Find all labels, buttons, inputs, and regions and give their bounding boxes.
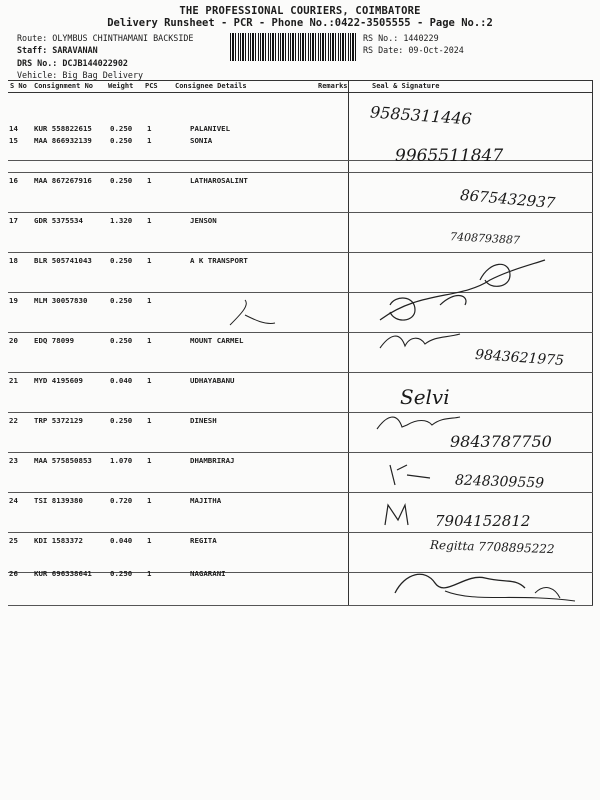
row-sno: 26	[9, 569, 18, 578]
col-weight: Weight	[108, 82, 134, 90]
row-sno: 16	[9, 176, 18, 185]
row-weight: 1.320	[110, 216, 133, 225]
col-remarks: Remarks	[318, 82, 348, 90]
row-sno: 19	[9, 296, 18, 305]
row-pcs: 1	[147, 124, 152, 133]
row-consignee: A K TRANSPORT	[190, 256, 248, 265]
row-sno: 20	[9, 336, 18, 345]
row-consignee: NAGARANI	[190, 569, 226, 578]
row-sno: 18	[9, 256, 18, 265]
row-consignment: MAA 867267916	[34, 176, 92, 185]
row-pcs: 1	[147, 416, 152, 425]
scribble-mark	[220, 295, 280, 335]
table-row	[0, 133, 600, 173]
signature-row-16: 8675432937	[459, 185, 557, 213]
row-weight: 0.250	[110, 124, 133, 133]
signature-row-17: 7408793887	[449, 230, 521, 247]
row-weight: 0.250	[110, 416, 133, 425]
row-pcs: 1	[147, 456, 152, 465]
row-consignee: MOUNT CARMEL	[190, 336, 244, 345]
drs-label: DRS No.: DCJB144022902	[17, 58, 128, 68]
row-consignee: SONIA	[190, 136, 213, 145]
row-consignment: MYD 4195609	[34, 376, 83, 385]
row-sno: 22	[9, 416, 18, 425]
row-pcs: 1	[147, 256, 152, 265]
row-weight: 0.250	[110, 256, 133, 265]
row-sno: 14	[9, 124, 18, 133]
row-weight: 0.250	[110, 336, 133, 345]
row-consignment: BLR 505741043	[34, 256, 92, 265]
row-consignee: JENSON	[190, 216, 217, 225]
row-sno: 17	[9, 216, 18, 225]
row-sno: 15	[9, 136, 18, 145]
signature-row-21: Selvi	[400, 385, 450, 409]
scribble-initials	[372, 407, 462, 437]
barcode-image	[230, 33, 356, 61]
row-consignee: PALANIVEL	[190, 124, 231, 133]
row-sno: 23	[9, 456, 18, 465]
rs-no-label: RS No.: 1440229	[363, 33, 439, 43]
row-sno: 25	[9, 536, 18, 545]
row-weight: 1.070	[110, 456, 133, 465]
signature-row-23: 8248309559	[454, 472, 545, 492]
header-bottom-border	[8, 92, 593, 93]
row-weight: 0.250	[110, 296, 133, 305]
row-consignment: TSI 8139380	[34, 496, 83, 505]
row-weight: 0.250	[110, 176, 133, 185]
col-consignee: Consignee Details	[175, 82, 247, 90]
row-weight: 0.250	[110, 136, 133, 145]
row-pcs: 1	[147, 136, 152, 145]
route-label: Route: OLYMBUS CHINTHAMANI BACKSIDE	[17, 33, 194, 43]
col-seal: Seal & Signature	[372, 82, 440, 90]
scribble-signature-mark	[360, 250, 560, 335]
signature-row-20: 9843621975	[474, 346, 565, 370]
scribble-initials	[380, 500, 430, 530]
row-consignment: MAA 575850853	[34, 456, 92, 465]
row-consignment: EDQ 78099	[34, 336, 75, 345]
row-pcs: 1	[147, 496, 152, 505]
row-consignee: DINESH	[190, 416, 217, 425]
signature-row-24: 7904152812	[435, 512, 531, 530]
row-weight: 0.250	[110, 569, 133, 578]
rs-date-label: RS Date: 09-Oct-2024	[363, 45, 464, 55]
row-weight: 0.040	[110, 536, 133, 545]
row-consignment: KDI 1583372	[34, 536, 83, 545]
row-weight: 0.720	[110, 496, 133, 505]
col-pcs: PCS	[145, 82, 158, 90]
row-consignment: KUR 558822615	[34, 124, 92, 133]
signature-row-25: Regitta 7708895222	[429, 537, 555, 557]
header-top-border	[8, 80, 593, 81]
row-pcs: 1	[147, 569, 152, 578]
vehicle-label: Vehicle: Big Bag Delivery	[17, 70, 144, 80]
row-pcs: 1	[147, 176, 152, 185]
staff-label: Staff: SARAVANAN	[17, 45, 98, 55]
row-consignee: MAJITHA	[190, 496, 222, 505]
row-pcs: 1	[147, 376, 152, 385]
company-title: THE PROFESSIONAL COURIERS, COIMBATORE	[179, 5, 421, 17]
scribble-signature-mark	[385, 563, 585, 608]
signature-row-14: 9585311446	[369, 102, 473, 129]
signature-row-15: 9965511847	[395, 146, 504, 166]
row-pcs: 1	[147, 216, 152, 225]
row-consignee: REGITA	[190, 536, 217, 545]
row-consignment: MAA 866932139	[34, 136, 92, 145]
row-consignment: GDR 5375534	[34, 216, 83, 225]
row-sno: 24	[9, 496, 18, 505]
row-pcs: 1	[147, 296, 152, 305]
runsheet-title: Delivery Runsheet - PCR - Phone No.:0422-3505555 - Page No.:2	[107, 17, 493, 29]
table-row	[0, 373, 600, 413]
scribble-initials	[385, 460, 435, 490]
row-consignment: MLM 30057830	[34, 296, 88, 305]
row-consignment: TRP 5372129	[34, 416, 83, 425]
row-consignee: DHAMBRIRAJ	[190, 456, 235, 465]
row-consignee: UDHAYABANU	[190, 376, 235, 385]
row-sno: 21	[9, 376, 18, 385]
scribble-initials	[375, 326, 465, 356]
row-pcs: 1	[147, 336, 152, 345]
row-consignment: KUR 696338641	[34, 569, 92, 578]
row-consignee: LATHAROSALINT	[190, 176, 248, 185]
row-weight: 0.040	[110, 376, 133, 385]
row-pcs: 1	[147, 536, 152, 545]
col-consignment: Consignment No	[34, 82, 94, 90]
col-sno: S No	[10, 82, 27, 90]
signature-row-22: 9843787750	[450, 432, 552, 451]
